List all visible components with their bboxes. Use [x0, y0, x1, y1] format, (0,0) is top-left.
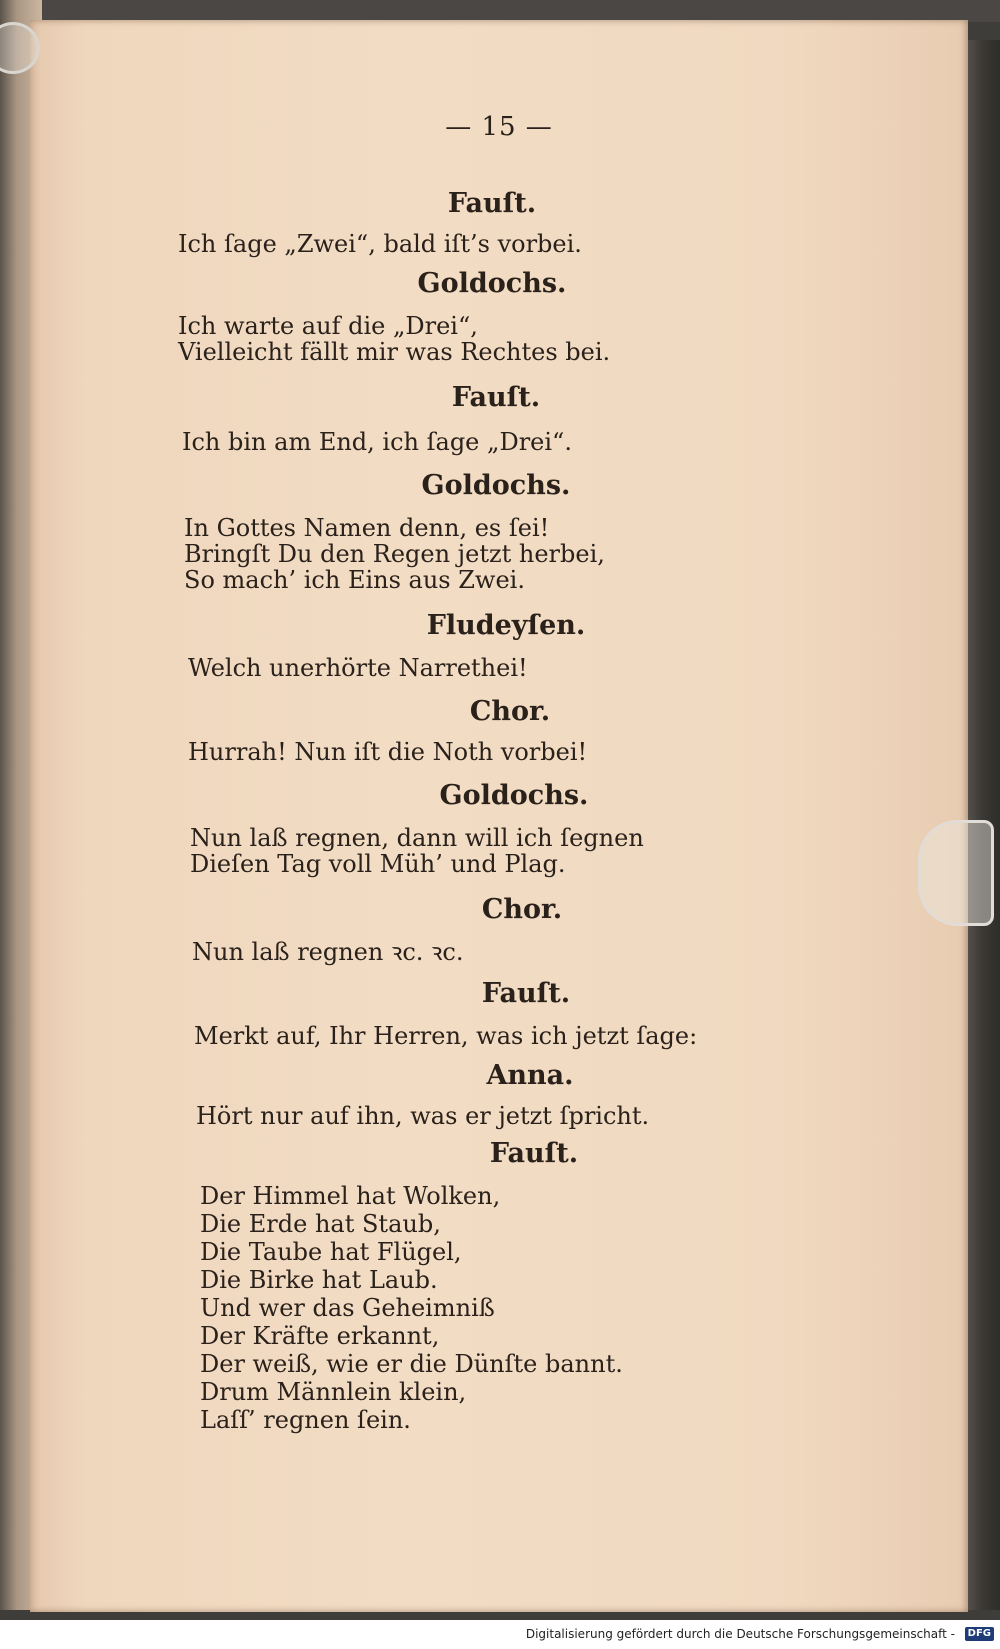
speaker-heading: Fauſt. — [447, 188, 537, 219]
verse-line: Ich bin am End, ich ſage „Drei“. — [182, 428, 572, 456]
speaker-heading: Fludeyſen. — [426, 610, 586, 641]
book-page — [30, 20, 968, 1612]
verse-line: In Gottes Namen denn, es ſei! — [184, 514, 550, 542]
speaker-heading: Chor. — [481, 894, 563, 925]
speaker-heading: Goldochs. — [417, 268, 567, 299]
speaker-heading: Goldochs. — [421, 470, 571, 501]
verse-line: Bringſt Du den Regen jetzt herbei, — [184, 540, 605, 568]
speaker-heading: Fauſt. — [481, 978, 571, 1009]
scan-background-top — [0, 0, 1000, 22]
verse-line: Merkt auf, Ihr Herren, was ich jetzt ſage: — [194, 1022, 698, 1050]
speaker-heading: Fauſt. — [451, 382, 541, 413]
verse-line: Nun laß regnen ꝛc. ꝛc. — [192, 938, 464, 966]
verse-line: Dieſen Tag voll Müh’ und Plag. — [190, 850, 566, 878]
speaker-heading: Goldochs. — [439, 780, 589, 811]
verse-line: Vielleicht fällt mir was Rechtes bei. — [178, 338, 611, 366]
verse-line: Die Erde hat Staub, — [200, 1210, 441, 1238]
speaker-heading: Chor. — [469, 696, 551, 727]
verse-line: Drum Männlein klein, — [200, 1378, 467, 1406]
verse-line: Laſſ’ regnen ſein. — [200, 1406, 411, 1434]
verse-line: Welch unerhörte Narrethei! — [188, 654, 528, 682]
verse-line: Der Kräfte erkannt, — [200, 1322, 440, 1350]
verse-line: Der weiß, wie er die Dünſte bannt. — [200, 1350, 623, 1378]
paper-clip-right — [918, 820, 994, 926]
speaker-heading: Anna. — [486, 1060, 574, 1091]
verse-line: Die Taube hat Flügel, — [200, 1238, 462, 1266]
dfg-logo: DFG — [965, 1627, 994, 1641]
verse-line: Ich warte auf die „Drei“, — [178, 312, 478, 340]
speaker-heading: Fauſt. — [489, 1138, 579, 1169]
page-text — [30, 20, 968, 1612]
verse-line: Und wer das Geheimniß — [200, 1294, 495, 1322]
verse-line: So mach’ ich Eins aus Zwei. — [184, 566, 525, 594]
page-number: — 15 — — [445, 112, 553, 142]
digitization-footer — [0, 1620, 1000, 1649]
footer-credit: Digitalisierung gefördert durch die Deutsche Forschungsgemeinschaft - — [525, 1627, 955, 1641]
verse-line: Der Himmel hat Wolken, — [200, 1182, 501, 1210]
verse-line: Hört nur auf ihn, was er jetzt ſpricht. — [196, 1102, 650, 1130]
verse-line: Die Birke hat Laub. — [200, 1266, 438, 1294]
verse-line: Nun laß regnen, dann will ich ſegnen — [190, 824, 644, 852]
verse-line: Ich ſage „Zwei“, bald iſt’s vorbei. — [178, 230, 582, 258]
verse-line: Hurrah! Nun iſt die Noth vorbei! — [188, 738, 588, 766]
